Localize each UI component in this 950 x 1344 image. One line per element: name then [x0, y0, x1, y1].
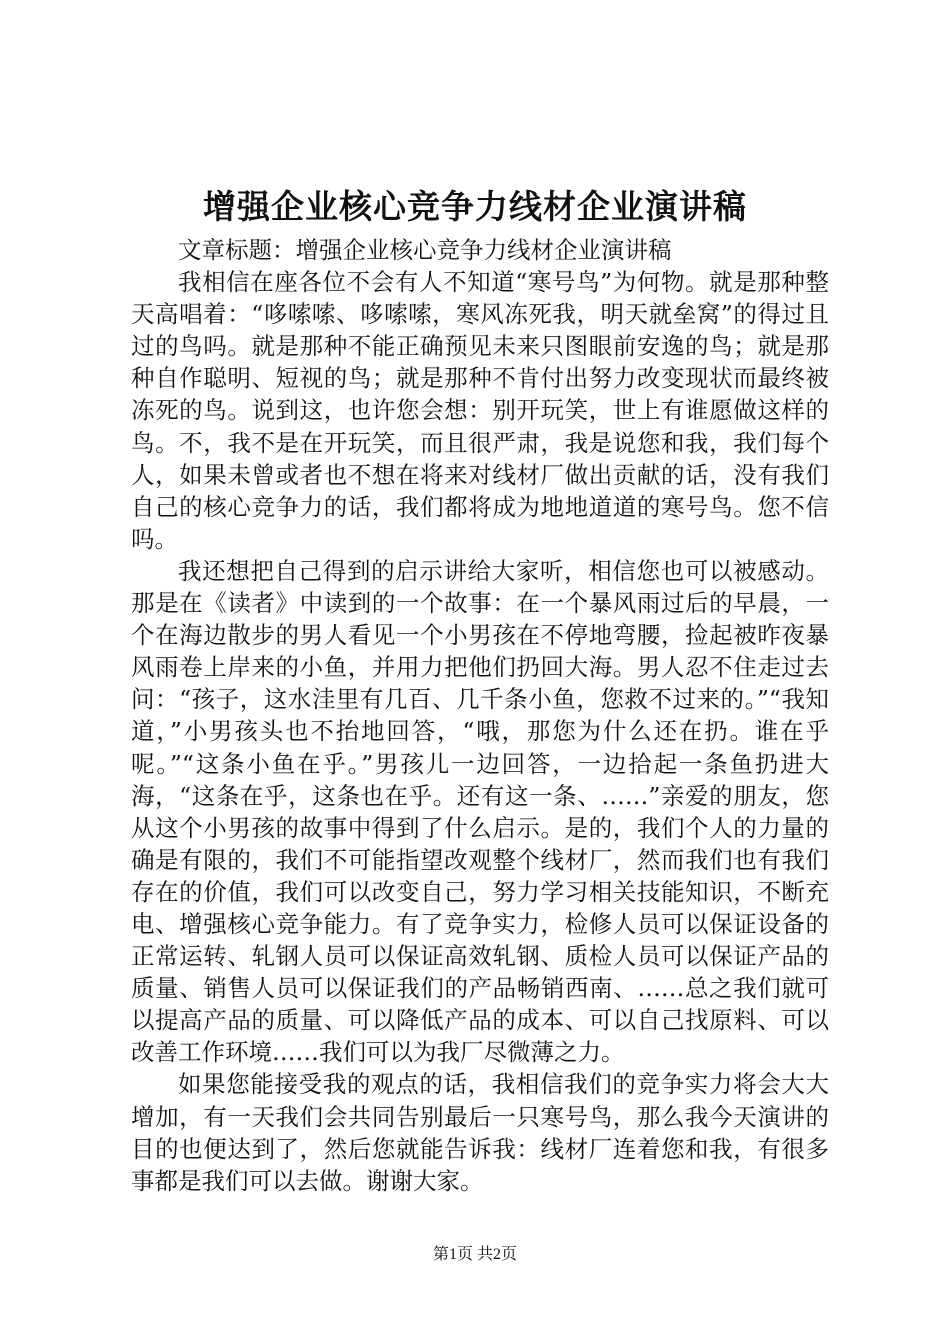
page-footer: 第1页 共2页: [432, 1246, 517, 1263]
article-title-line: 文章标题：增强企业核心竞争力线材企业演讲稿: [178, 236, 672, 264]
paragraph-3: 如果您能接受我的观点的话，我相信我们的竞争实力将会大大增加，有一天我们会共同告别最后一只寒号鸟，那么我今天演讲的目的也便达到了，然后您就能告诉我：线材厂连着您和我，有很多事都是我们可以去做。谢谢大家。: [131, 1070, 829, 1195]
paragraph-2: 我还想把自己得到的启示讲给大家听，相信您也可以被感动。那是在《读者》中读到的一个故事：在一个暴风雨过后的早晨，一个在海边散步的男人看见一个小男孩在不停地弯腰，捡起被昨夜暴风雨卷上岸来的小鱼，并用力把他们扔回大海。男人忍不住走过去问：“孩子，这水洼里有几百、几千条小鱼，您救不过来的。”“我知道，”小男孩头也不抬地回答，“哦，那您为什么还在扔。谁在乎呢。”“这条小鱼在乎。”男孩儿一边回答，一边拾起一条鱼扔进大海，“这条在乎，这条也在乎。还有这一条、……”亲爱的朋友，您从这个小男孩的故事中得到了什么启示。是的，我们个人的力量的确是有限的，我们不可能指望改观整个线材厂，然而我们也有我们存在的价值，我们可以改变自己，努力学习相关技能知识，不断充电、增强核心竞争能力。有了竞争实力，检修人员可以保证设备的正常运转、轧钢人员可以保证高效轧钢、质检人员可以保证产品的质量、销售人员可以保证我们的产品畅销西南、……总之我们就可以提高产品的质量、可以降低产品的成本、可以自己找原料、可以改善工作环境……我们可以为我厂尽微薄之力。: [131, 556, 829, 1067]
document-title: 增强企业核心竞争力线材企业演讲稿: [203, 187, 747, 226]
paragraph-1: 我相信在座各位不会有人不知道“寒号鸟”为何物。就是那种整天高唱着：“哆嗦嗦、哆嗦嗦，寒风冻死我，明天就垒窝”的得过且过的鸟吗。就是那种不能正确预见未来只图眼前安逸的鸟；就是那种自作聪明、短视的鸟；就是那种不肯付出努力改变现状而最终被冻死的鸟。说到这，也许您会想：别开玩笑，世上有谁愿做这样的鸟。不，我不是在开玩笑，而且很严肃，我是说您和我，我们每个人，如果未曾或者也不想在将来对线材厂做出贡献的话，没有我们自己的核心竞争力的话，我们都将成为地地道道的寒号鸟。您不信吗。: [131, 268, 829, 553]
document-body: [131, 234, 829, 1197]
